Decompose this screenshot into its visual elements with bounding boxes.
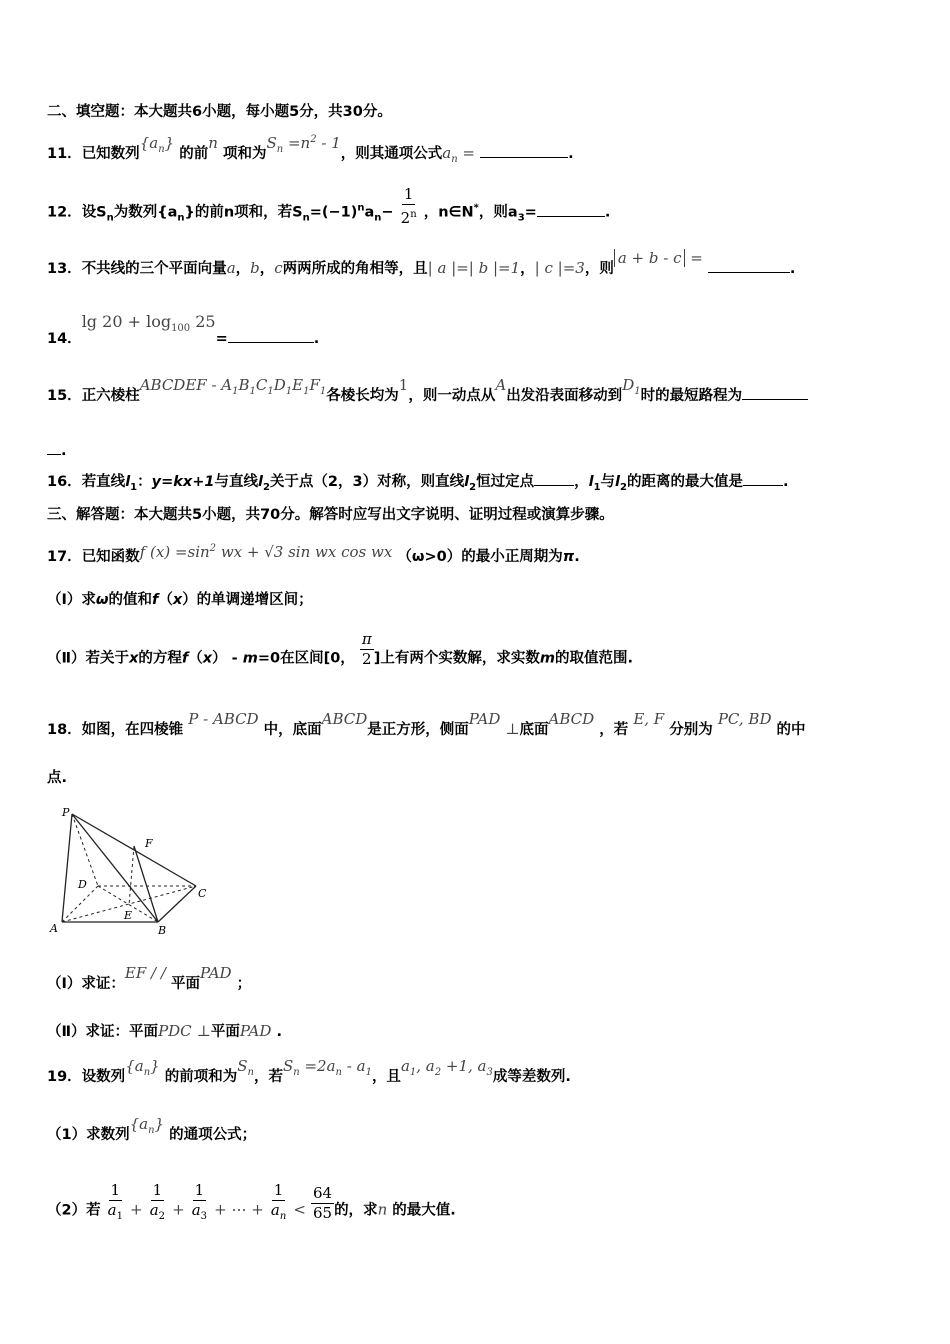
- math-function: f $(x) =\sin^2$ wx + √3 sin wx cos wx: [139, 543, 393, 561]
- question-18-part-1: （Ⅰ）求证：EF / / 平面PAD ；: [47, 964, 252, 992]
- question-number: 11．: [47, 146, 82, 162]
- question-16: 16．若直线$l_1$：y=kx+1与直线$l_2$关于点（2，3）对称，则直线$l_2$恒过定点 ，$l_1$与$l_2$的距离的最大值是 .: [47, 471, 789, 498]
- answer-blank[interactable]: [228, 328, 314, 343]
- answer-blank-continued[interactable]: [47, 440, 61, 455]
- question-19-part-2: （2）若 $\frac{1}{a_1}$ + $\frac{1}{a_2}$ + $\frac{1}{a_3}$ + ⋯ + $\frac{1}{a_n}$ < $\frac{64}{65}$ 的，求n 的最大值.: [47, 1181, 456, 1222]
- edge-BC: [158, 886, 196, 922]
- math-sum: $S_n =n^2 - 1$: [266, 134, 341, 155]
- label-P: P: [62, 806, 70, 819]
- question-15-continued: .: [47, 440, 67, 461]
- question-number: 14．: [47, 331, 82, 347]
- section-fill-in-header: 二、填空题：本大题共6小题，每小题5分，共30分。: [47, 104, 392, 120]
- question-number: 13．: [47, 261, 82, 277]
- label-E: E: [124, 909, 133, 922]
- math-vector-norm: a + b - c =: [614, 249, 703, 267]
- question-number: 17．: [47, 549, 82, 565]
- edge-PC: [72, 814, 196, 886]
- label-B: B: [158, 924, 167, 937]
- question-18-part-2: （Ⅱ）求证：平面PDC ⊥平面PAD .: [47, 1022, 282, 1040]
- answer-blank[interactable]: [743, 471, 783, 486]
- question-number: 18．: [47, 722, 82, 738]
- answer-blank[interactable]: [742, 385, 808, 400]
- math-log-expression: $\lg 20 + \log_{100} 25$: [81, 312, 216, 335]
- edge-AD-hidden: [62, 886, 98, 922]
- fraction-pi-over-2: $\frac{\pi}{2}$: [361, 630, 372, 668]
- answer-blank[interactable]: [537, 202, 605, 217]
- question-number: 19．: [47, 1069, 82, 1085]
- question-number: 12．: [47, 204, 82, 221]
- edge-PA: [62, 814, 72, 922]
- question-19-part-1: （1）求数列$\{a_n\}$ 的通项公式；: [47, 1115, 257, 1143]
- question-12: 12．设$S_n$为数列$\{a_n\}$的前n项和，若$S_n=(-1)^na_n-$ $\frac{1}{2^n}$ ，n∈N*，则$a_3=$ .: [47, 185, 611, 227]
- edge-PB: [72, 814, 158, 922]
- math-sequence: $\{a_n\}$: [139, 134, 175, 155]
- answer-blank[interactable]: [534, 471, 574, 486]
- answer-blank[interactable]: [480, 143, 568, 158]
- question-11: 11．已知数列$\{a_n\}$ 的前n 项和为$S_n =n^2 - 1$，则其通项公式$a_n$ = .: [47, 134, 574, 165]
- math-prism: ABCDEF - $A_1B_1C_1D_1E_1F_1$: [139, 376, 327, 397]
- label-D: D: [78, 878, 87, 891]
- question-17: 17．已知函数f $(x) =\sin^2$ wx + √3 sin wx cos wx （ω>0）的最小正周期为π.: [47, 543, 580, 565]
- label-A: A: [50, 922, 58, 935]
- question-15: 15．正六棱柱ABCDEF - $A_1B_1C_1D_1E_1F_1$各棱长均为1，则一动点从A出发沿表面移动到$D_1$时的最短路程为: [47, 385, 808, 412]
- segment-EF-hidden: [129, 846, 134, 905]
- pyramid-figure: [48, 802, 218, 938]
- question-number: 15．: [47, 388, 82, 404]
- fraction: $\frac{1}{2^n}$: [400, 185, 417, 227]
- answer-blank[interactable]: [708, 258, 790, 273]
- question-18-continued: 点.: [47, 770, 68, 786]
- question-18: 18．如图，在四棱锥 P - ABCD 中，底面ABCD是正方形，侧面PAD ⊥底面ABCD ，若 E, F 分别为 PC, BD 的中: [47, 710, 806, 738]
- section-solve-header: 三、解答题：本大题共5小题，共70分。解答时应写出文字说明、证明过程或演算步骤。: [47, 507, 614, 523]
- question-17-part-1: （Ⅰ）求ω的值和f（x）的单调递增区间；: [47, 592, 313, 608]
- question-14: 14．$\lg 20 + \log_{100} 25=$ .: [47, 312, 320, 347]
- edge-PD-hidden: [72, 814, 98, 886]
- label-C: C: [198, 887, 207, 900]
- question-17-part-2: （Ⅱ）若关于x的方程f（x） - m=0在区间[0， $\frac{\pi}{2}$ ]上有两个实数解，求实数m的取值范围.: [47, 630, 633, 668]
- question-number: 16．: [47, 474, 82, 490]
- question-19: 19．设数列$\{a_n\}$ 的前项和为$S_n$，若$S_n =2a_n - a_1$，且$a_1$, $a_2 +1$, $a_3$成等差数列.: [47, 1057, 571, 1085]
- question-13: 13．不共线的三个平面向量a，b，c两两所成的角相等，且| a |=| b |=1，| c |=3，则a + b - c = .: [47, 249, 796, 277]
- label-F: F: [145, 837, 153, 850]
